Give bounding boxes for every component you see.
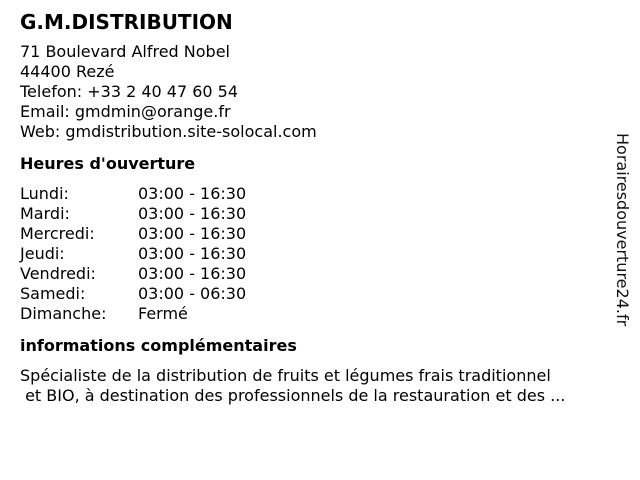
hours-row-saturday bbox=[20, 284, 600, 304]
hours-time: 03:00 - 16:30 bbox=[138, 244, 247, 263]
address-street: 71 Boulevard Alfred Nobel bbox=[20, 42, 230, 61]
hours-day: Jeudi: bbox=[20, 244, 65, 263]
hours-day: Mardi: bbox=[20, 204, 70, 223]
hours-day: Lundi: bbox=[20, 184, 69, 203]
hours-row-thursday bbox=[20, 244, 600, 264]
hours-row-sunday bbox=[20, 304, 600, 324]
business-name: G.M.DISTRIBUTION bbox=[20, 10, 233, 34]
business-card bbox=[20, 10, 600, 406]
hours-time: Fermé bbox=[138, 304, 188, 323]
hours-day: Dimanche: bbox=[20, 304, 107, 323]
hours-list bbox=[20, 184, 600, 324]
hours-time: 03:00 - 16:30 bbox=[138, 204, 247, 223]
hours-time: 03:00 - 16:30 bbox=[138, 264, 247, 283]
hours-time: 03:00 - 16:30 bbox=[138, 224, 247, 243]
hours-time: 03:00 - 06:30 bbox=[138, 284, 247, 303]
web-line: Web: gmdistribution.site-solocal.com bbox=[20, 122, 317, 141]
address-city: 44400 Rezé bbox=[20, 62, 115, 81]
hours-day: Vendredi: bbox=[20, 264, 96, 283]
info-title: informations complémentaires bbox=[20, 336, 297, 355]
email-line: Email: gmdmin@orange.fr bbox=[20, 102, 231, 121]
hours-time: 03:00 - 16:30 bbox=[138, 184, 247, 203]
hours-day: Samedi: bbox=[20, 284, 86, 303]
info-description: Spécialiste de la distribution de fruits et légumes frais traditionnel et BIO, à destination des professionnels de la restauration et des ... bbox=[20, 366, 566, 405]
hours-row-wednesday bbox=[20, 224, 600, 244]
hours-day: Mercredi: bbox=[20, 224, 95, 243]
hours-row-tuesday bbox=[20, 204, 600, 224]
hours-row-friday bbox=[20, 264, 600, 284]
hours-title: Heures d'ouverture bbox=[20, 154, 196, 173]
hours-row-monday bbox=[20, 184, 600, 204]
site-watermark: Horairesdouverture24.fr bbox=[613, 133, 632, 327]
phone-line: Telefon: +33 2 40 47 60 54 bbox=[20, 82, 239, 101]
